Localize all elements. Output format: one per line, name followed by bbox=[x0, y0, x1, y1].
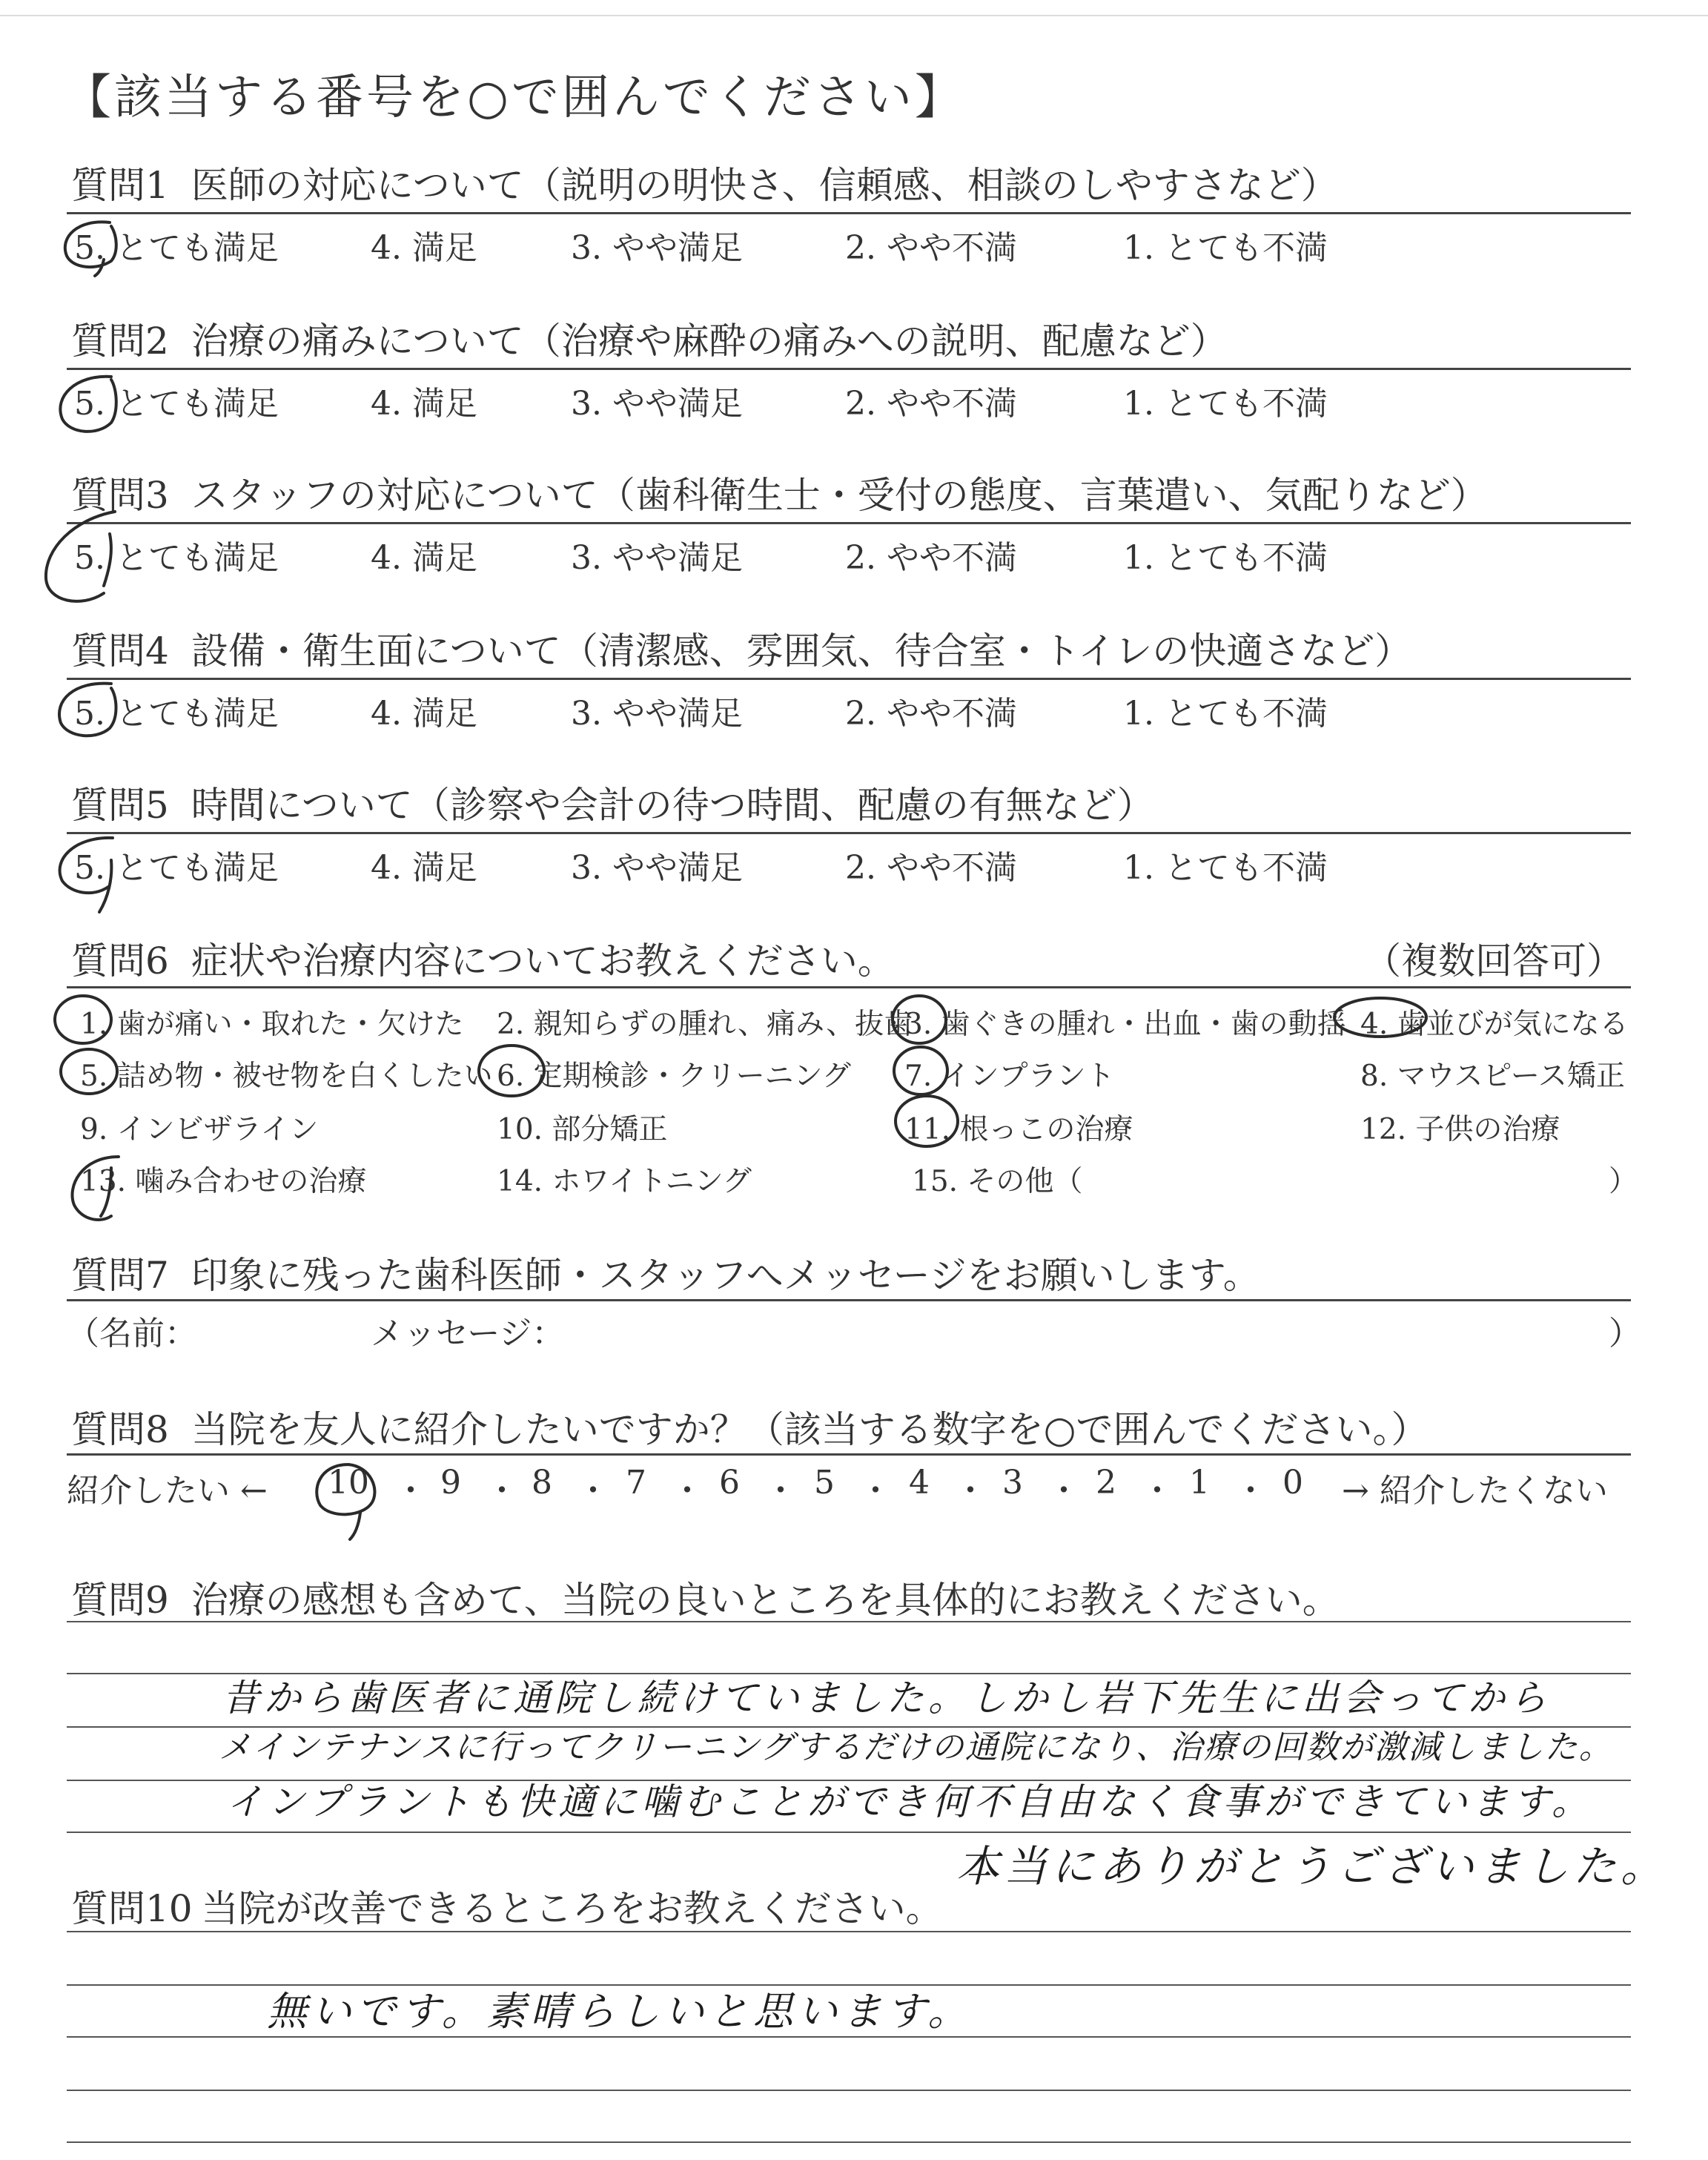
question-text: 当院を友人に紹介したいですか？（該当する数字を○で囲んでください。） bbox=[191, 1408, 1429, 1451]
symptom-option-5[interactable]: 5. 詰め物・被せ物を白くしたい bbox=[80, 1060, 493, 1093]
scale-7[interactable]: 7 bbox=[626, 1464, 646, 1502]
question-text: 設備・衛生面について（清潔感、雰囲気、待合室・トイレの快適さなど） bbox=[191, 630, 1412, 673]
option-5[interactable]: 5. とても満足 bbox=[74, 695, 279, 733]
question-6 bbox=[71, 931, 895, 985]
question-number: 質問4 bbox=[71, 630, 169, 673]
option-2[interactable]: 2. やや不満 bbox=[845, 385, 1017, 423]
scale-5[interactable]: 5 bbox=[814, 1464, 835, 1502]
symptom-option-6[interactable]: 6. 定期検診・クリーニング bbox=[497, 1060, 851, 1093]
option-2[interactable]: 2. やや不満 bbox=[845, 695, 1017, 733]
scale-separator: ・ bbox=[577, 1472, 609, 1510]
scale-separator: ・ bbox=[954, 1472, 987, 1510]
scale-2[interactable]: 2 bbox=[1096, 1464, 1116, 1502]
question-number: 質問7 bbox=[71, 1254, 169, 1297]
option-3[interactable]: 3. やや満足 bbox=[571, 229, 743, 267]
question-rule bbox=[67, 678, 1631, 680]
question-text: 治療の痛みについて（治療や麻酔の痛みへの説明、配慮など） bbox=[191, 320, 1228, 363]
option-3[interactable]: 3. やや満足 bbox=[571, 849, 743, 887]
scale-8[interactable]: 8 bbox=[532, 1464, 552, 1502]
scale-3[interactable]: 3 bbox=[1002, 1464, 1023, 1502]
question-1 bbox=[71, 156, 1338, 209]
other-close-paren: ） bbox=[1609, 1165, 1638, 1198]
handwritten-answer-line: メインテナンスに行ってクリーニングするだけの通院になり、治療の回数が激減しました。 bbox=[219, 1728, 1613, 1766]
symptom-option-1[interactable]: 1. 歯が痛い・取れた・欠けた bbox=[80, 1008, 464, 1041]
question-rule bbox=[67, 1453, 1631, 1456]
not-recommend-label: → 紹介したくない bbox=[1342, 1472, 1608, 1510]
question-9 bbox=[71, 1571, 1340, 1624]
question-number: 質問9 bbox=[71, 1579, 169, 1622]
question-number: 質問6 bbox=[71, 939, 169, 982]
question-text: 医師の対応について（説明の明快さ、信頼感、相談のしやすさなど） bbox=[191, 164, 1338, 207]
question-text: 当院が改善できるところをお教えください。 bbox=[201, 1887, 943, 1930]
name-label: （名前： bbox=[67, 1315, 197, 1353]
option-4[interactable]: 4. 満足 bbox=[371, 539, 477, 577]
question-10 bbox=[71, 1879, 943, 1932]
option-1[interactable]: 1. とても不満 bbox=[1123, 695, 1328, 733]
question-text: 印象に残った歯科医師・スタッフへメッセージをお願いします。 bbox=[191, 1254, 1260, 1297]
scale-separator: ・ bbox=[486, 1472, 518, 1510]
option-5[interactable]: 5. とても満足 bbox=[74, 229, 279, 267]
message-label: メッセージ： bbox=[371, 1315, 565, 1353]
option-1[interactable]: 1. とても不満 bbox=[1123, 849, 1328, 887]
option-5[interactable]: 5. とても満足 bbox=[74, 849, 279, 887]
question-rule bbox=[67, 832, 1631, 834]
scale-6[interactable]: 6 bbox=[719, 1464, 740, 1502]
option-4[interactable]: 4. 満足 bbox=[371, 849, 477, 887]
question-rule bbox=[67, 986, 1631, 988]
option-2[interactable]: 2. やや不満 bbox=[845, 539, 1017, 577]
scale-separator: ・ bbox=[1141, 1472, 1174, 1510]
option-5[interactable]: 5. とても満足 bbox=[74, 539, 279, 577]
recommend-label: 紹介したい ← bbox=[67, 1472, 268, 1510]
handwritten-answer-line: 昔から歯医者に通院し続けていました。しかし岩下先生に出会ってから bbox=[222, 1677, 1551, 1720]
question-number: 質問10 bbox=[71, 1887, 193, 1930]
question-number: 質問2 bbox=[71, 320, 169, 363]
handwritten-answer-line: 本当にありがとうございました。 bbox=[956, 1841, 1669, 1892]
option-2[interactable]: 2. やや不満 bbox=[845, 849, 1017, 887]
handwritten-answer-line: インプラントも快適に噛むことができ何不自由なく食事ができています。 bbox=[226, 1780, 1593, 1823]
scale-0[interactable]: 0 bbox=[1282, 1464, 1303, 1502]
top-divider bbox=[0, 15, 1708, 16]
writing-line bbox=[67, 1621, 1631, 1622]
question-8 bbox=[71, 1400, 1428, 1453]
writing-line bbox=[67, 2141, 1631, 2143]
question-text: スタッフの対応について（歯科衛生士・受付の態度、言葉遣い、気配りなど） bbox=[191, 474, 1488, 517]
scale-10[interactable]: 10 bbox=[328, 1464, 369, 1502]
question-number: 質問8 bbox=[71, 1408, 169, 1451]
symptom-option-12[interactable]: 12. 子供の治療 bbox=[1360, 1113, 1560, 1146]
symptom-option-9[interactable]: 9. インビザライン bbox=[80, 1113, 319, 1146]
question-text: 症状や治療内容についてお教えください。 bbox=[191, 939, 895, 982]
question-text: 時間について（診察や会計の待つ時間、配慮の有無など） bbox=[191, 784, 1154, 827]
scale-separator: ・ bbox=[1234, 1472, 1267, 1510]
symptom-option-14[interactable]: 14. ホワイトニング bbox=[497, 1165, 752, 1198]
scale-1[interactable]: 1 bbox=[1189, 1464, 1210, 1502]
scale-separator: ・ bbox=[859, 1472, 892, 1510]
question-7 bbox=[71, 1246, 1260, 1299]
scale-9[interactable]: 9 bbox=[440, 1464, 461, 1502]
option-1[interactable]: 1. とても不満 bbox=[1123, 539, 1328, 577]
scale-4[interactable]: 4 bbox=[909, 1464, 930, 1502]
question-number: 質問1 bbox=[71, 164, 169, 207]
scale-separator: ・ bbox=[764, 1472, 797, 1510]
question-2 bbox=[71, 311, 1228, 365]
symptom-option-2[interactable]: 2. 親知らずの腫れ、痛み、抜歯 bbox=[497, 1008, 913, 1041]
multiple-answers-note: （複数回答可） bbox=[1364, 939, 1623, 982]
option-3[interactable]: 3. やや満足 bbox=[571, 695, 743, 733]
question-rule bbox=[67, 1299, 1631, 1301]
option-1[interactable]: 1. とても不満 bbox=[1123, 229, 1328, 267]
symptom-option-3[interactable]: 3. 歯ぐきの腫れ・出血・歯の動揺 bbox=[904, 1008, 1346, 1041]
question-rule bbox=[67, 522, 1631, 524]
question-5 bbox=[71, 776, 1154, 829]
option-3[interactable]: 3. やや満足 bbox=[571, 539, 743, 577]
question-3 bbox=[71, 466, 1488, 519]
option-1[interactable]: 1. とても不満 bbox=[1123, 385, 1328, 423]
symptom-option-10[interactable]: 10. 部分矯正 bbox=[497, 1113, 668, 1146]
scale-separator: ・ bbox=[394, 1472, 427, 1510]
symptom-option-13[interactable]: 13. 噛み合わせの治療 bbox=[80, 1165, 367, 1198]
writing-line bbox=[67, 2090, 1631, 2091]
option-4[interactable]: 4. 満足 bbox=[371, 229, 477, 267]
handwritten-answer: 無いです。素晴らしいと思います。 bbox=[267, 1988, 973, 2035]
option-2[interactable]: 2. やや不満 bbox=[845, 229, 1017, 267]
symptom-option-15[interactable]: 15. その他（ bbox=[912, 1165, 1083, 1198]
scale-separator: ・ bbox=[671, 1472, 704, 1510]
question-rule bbox=[67, 368, 1631, 370]
writing-line bbox=[67, 1931, 1631, 1932]
message-close-paren: ） bbox=[1609, 1315, 1641, 1353]
page-title: 【該当する番号を○で囲んでください】 bbox=[64, 70, 965, 125]
question-rule bbox=[67, 212, 1631, 214]
symptom-option-7[interactable]: 7. インプラント bbox=[904, 1060, 1115, 1093]
option-4[interactable]: 4. 満足 bbox=[371, 695, 477, 733]
question-number: 質問5 bbox=[71, 784, 169, 827]
option-3[interactable]: 3. やや満足 bbox=[571, 385, 743, 423]
question-4 bbox=[71, 621, 1411, 675]
option-5[interactable]: 5. とても満足 bbox=[74, 385, 279, 423]
question-number: 質問3 bbox=[71, 474, 169, 517]
symptom-option-11[interactable]: 11. 根っこの治療 bbox=[904, 1113, 1133, 1146]
symptom-option-4[interactable]: 4. 歯並びが気になる bbox=[1360, 1008, 1629, 1041]
option-4[interactable]: 4. 満足 bbox=[371, 385, 477, 423]
scale-separator: ・ bbox=[1047, 1472, 1080, 1510]
symptom-option-8[interactable]: 8. マウスピース矯正 bbox=[1360, 1060, 1625, 1093]
question-text: 治療の感想も含めて、当院の良いところを具体的にお教えください。 bbox=[191, 1579, 1340, 1622]
